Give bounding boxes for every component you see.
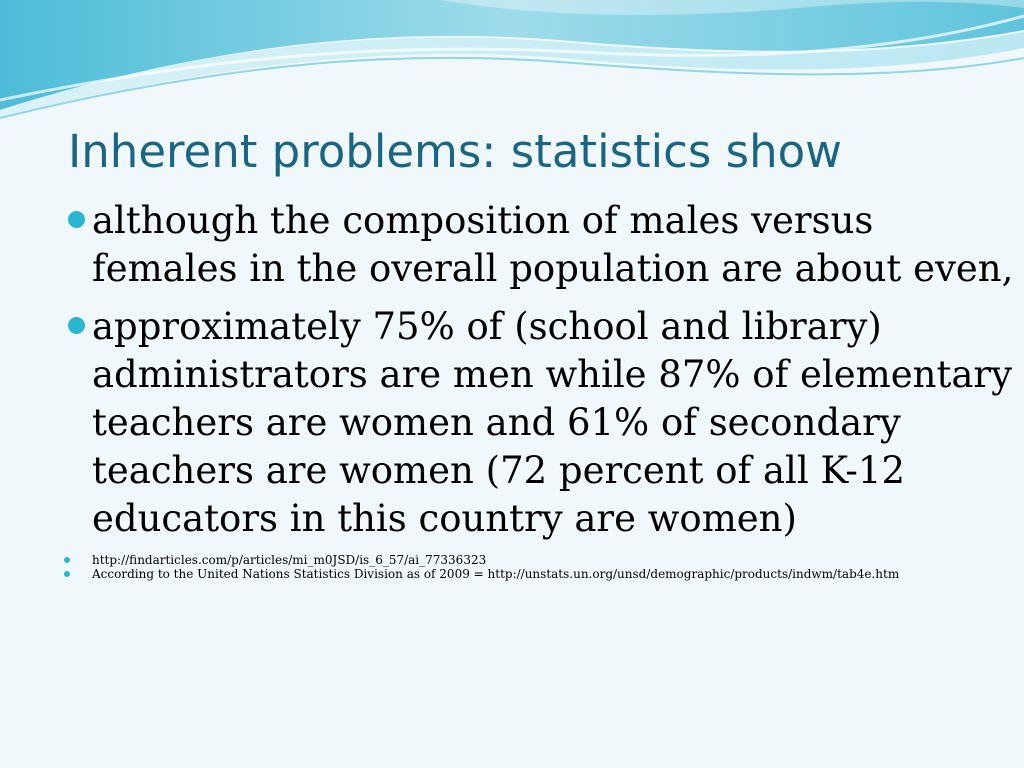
slide-title: Inherent problems: statistics show xyxy=(68,125,842,178)
bullet-text: although the composition of males versus females in the overall population are about even, xyxy=(92,199,1014,290)
bullet-list xyxy=(64,197,1014,581)
source-text: According to the United Nations Statistics Division as of 2009 = http://unstats.un.org/unsd/demographic/products/indwm/tab4e.htm xyxy=(92,567,900,581)
bullet-dot-icon xyxy=(68,317,85,334)
source-item xyxy=(64,567,1014,581)
bullet-dot-icon xyxy=(64,571,70,577)
bullet-dot-icon xyxy=(64,557,70,563)
source-text: http://findarticles.com/p/articles/mi_m0JSD/is_6_57/ai_77336323 xyxy=(92,553,487,567)
bullet-item xyxy=(64,303,1014,543)
bullet-item xyxy=(64,197,1014,293)
bullet-text: approximately 75% of (school and library) administrators are men while 87% of elementary teachers are women and 61% of secondary teachers are women (72 percent of all K-12 educators in this country are women) xyxy=(92,305,1012,540)
bullet-dot-icon xyxy=(68,211,85,228)
source-item xyxy=(64,553,1014,567)
header-wave-decoration xyxy=(0,0,1024,130)
